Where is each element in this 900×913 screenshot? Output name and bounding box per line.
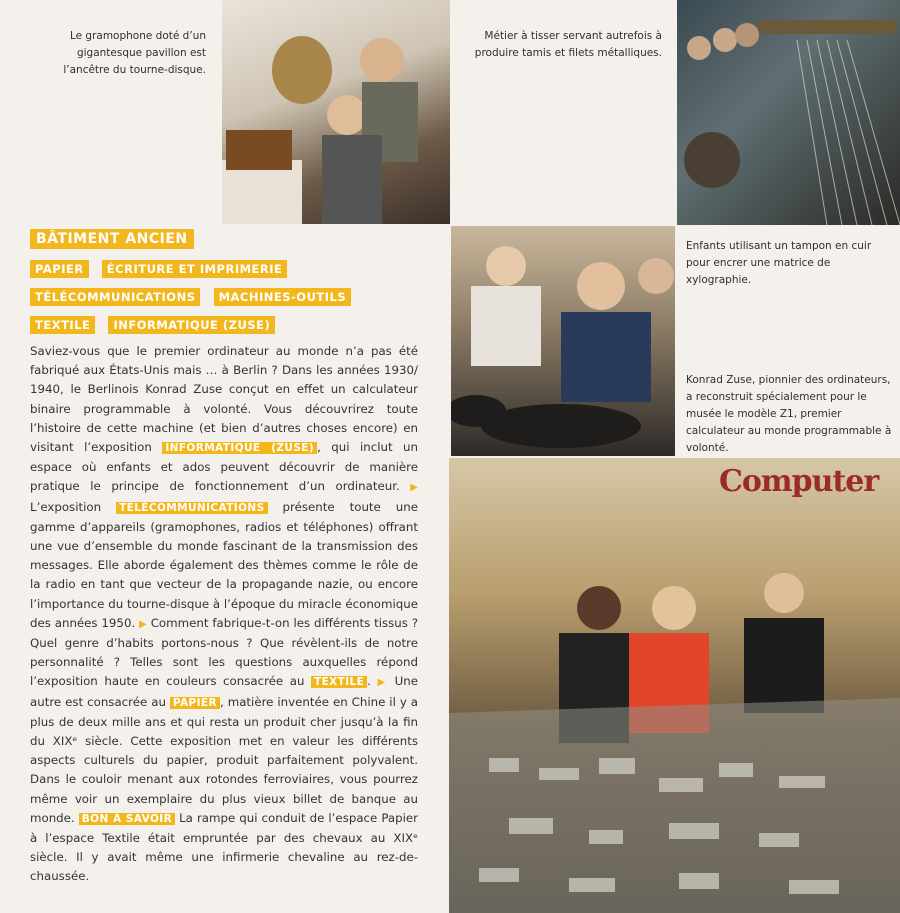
body-p8: La rampe qui conduit de l’espace Papier à l’espace Textile était empruntée par des chevaux au XIXᵉ siècle. Il y avait même une infirmerie chevaline au rez-de-chaussée. (30, 810, 419, 884)
arrow-icon: ▶ (410, 482, 418, 494)
arrow-icon: ▶ (377, 677, 389, 689)
arrow-icon: ▶ (139, 618, 147, 630)
tag-textile: TEXTILE (30, 316, 95, 334)
computer-sign: Computer (719, 464, 879, 499)
tag-computing: INFORMATIQUE (ZUSE) (108, 316, 275, 334)
inline-tag-telecom: TÉLÉCOMMUNICATIONS (116, 502, 268, 514)
body-p1: Saviez-vous que le premier ordinateur au monde n’a pas été fabriqué aux États-Unis mais … à Berlin ? Dans les années 1930/ 1940, le Berlinois Konrad Zuse conçut en effet un calculateur binaire programmable à volonté. Vous découvrirez toute l’histoire de cette machine (et bien d’autres choses encore) en visitant l’exposition (30, 344, 418, 455)
body-p6: Une autre est consacrée au (30, 674, 419, 709)
exhibit-illustration (449, 458, 900, 913)
caption-stamp: Enfants utilisant un tampon en cuir pour encrer une matrice de xylographie. (686, 240, 872, 286)
tag-row-4 (30, 314, 283, 342)
computer-exhibit-photo (449, 458, 900, 913)
caption-loom: Métier à tisser servant autrefois à produire tamis et filets métalliques. (474, 30, 662, 59)
gramophone-photo (222, 0, 450, 224)
tag-row-3 (30, 286, 359, 314)
inline-tag-computing: INFORMATIQUE (ZUSE) (162, 442, 317, 454)
tag-writing: ÉCRITURE ET IMPRIMERIE (102, 260, 288, 278)
stamp-photo (451, 226, 675, 456)
inline-tag-tip: BON À SAVOIR (79, 813, 175, 825)
caption-zuse: Konrad Zuse, pionnier des ordinateurs, a reconstruit spécialement pour le musée le modèle Z1, premier calculateur au monde programmable à volonté. (686, 374, 892, 454)
body-p3: L’exposition (30, 499, 102, 514)
article-body: Saviez-vous que le premier ordinateur au monde n’a pas été fabriqué aux États-Unis mais … à Berlin ? Dans les années 1930/ 1940, le Berlinois Konrad Zuse conçut en effet un calculateur binaire programmable à volonté. Vous découvrirez toute l’histoire de cette machine (et bien d’autres choses encore) en visitant l’exposition INFORMATIQUE (ZUSE) , qui inclut un espace où enfants et ados peuvent découvrir de manière pratique le principe de fonctionnement d’un ordinateur. ▶ L’exposition TÉLÉCOMMUNICATIONS présente toute une gamme d’appareils (gramophones, radios et téléphones) offrant une vue d’ensemble du monde fascinant de la transmission des messages. Elle aborde également des thèmes comme le rôle de la radio en tant que vecteur de la propagande nazie, ou encore l’importance du tourne-disque à l’époque du miracle économique des années 1950. ▶ Comment fabrique-t-on les différents tissus ? Quel genre d’habits portons-nous ? Que révèlent-ils de notre personnalité ? Telles sont les questions auxquelles répond l’exposition haute en couleurs consacrée au TEXTILE . ▶ Une autre est consacrée au PAPIER , matière inventée en Chine il y a plus de deux mille ans et qui resta un produit cher jusqu’à la fin du XIXᵉ siècle. Cette exposition met en valeur les différents aspects culturels du papier, produit parfaitement polyvalent. Dans le couloir menant aux rotondes ferroviaires, vous pourrez même voir un exemplaire du plus vieux billet de banque au monde. BON À SAVOIR La rampe qui conduit de l’espace Papier à l’espace Textile était empruntée par des chevaux au XIXᵉ siècle. Il y avait même une infirmerie chevaline au rez-de-chaussée. (30, 344, 419, 884)
tag-building: BÂTIMENT ANCIEN (30, 229, 194, 249)
tag-row-1 (30, 228, 202, 257)
tag-paper: PAPIER (30, 260, 89, 278)
caption-gramophone: Le gramophone doté d’un gigantesque pavillon est l’ancêtre du tourne-disque. (63, 30, 206, 76)
body-p5: Comment fabrique-t-on les différents tissus ? Quel genre d’habits portons-nous ? Que révèlent-ils de notre personnalité ? Telles sont les questions auxquelles répond l’exposition haute en couleurs consacrée au (30, 615, 418, 689)
gramophone-illustration (222, 0, 450, 224)
inline-tag-textile: TEXTILE (311, 676, 367, 688)
tag-row-2 (30, 258, 295, 286)
tag-telecom: TÉLÉCOMMUNICATIONS (30, 288, 200, 306)
body-p2: , qui inclut un espace où enfants et ados peuvent découvrir de manière pratique le principe de fonctionnement d’un ordinateur. (30, 440, 418, 494)
tag-machines: MACHINES-OUTILS (214, 288, 352, 306)
body-p4: présente toute une gamme d’appareils (gramophones, radios et téléphones) offrant une vue d’ensemble du monde fascinant de la transmission des messages. Elle aborde également des thèmes comme le rôle de la radio en tant que vecteur de la propagande nazie, ou encore l’importance du tourne-disque à l’époque du miracle économique des années 1950. (30, 499, 418, 630)
body-p7: , matière inventée en Chine il y a plus de deux mille ans et qui resta un produit cher jusqu’à la fin du XIXᵉ siècle. Cette exposition met en valeur les différents aspects culturels du papier, produit parfaitement polyvalent. Dans le couloir menant aux rotondes ferroviaires, vous pourrez même voir un exemplaire du plus vieux billet de banque au monde. (30, 694, 418, 825)
loom-illustration (677, 0, 900, 225)
loom-photo (677, 0, 900, 225)
inline-tag-paper: PAPIER (170, 697, 220, 709)
stamp-illustration (451, 226, 675, 456)
